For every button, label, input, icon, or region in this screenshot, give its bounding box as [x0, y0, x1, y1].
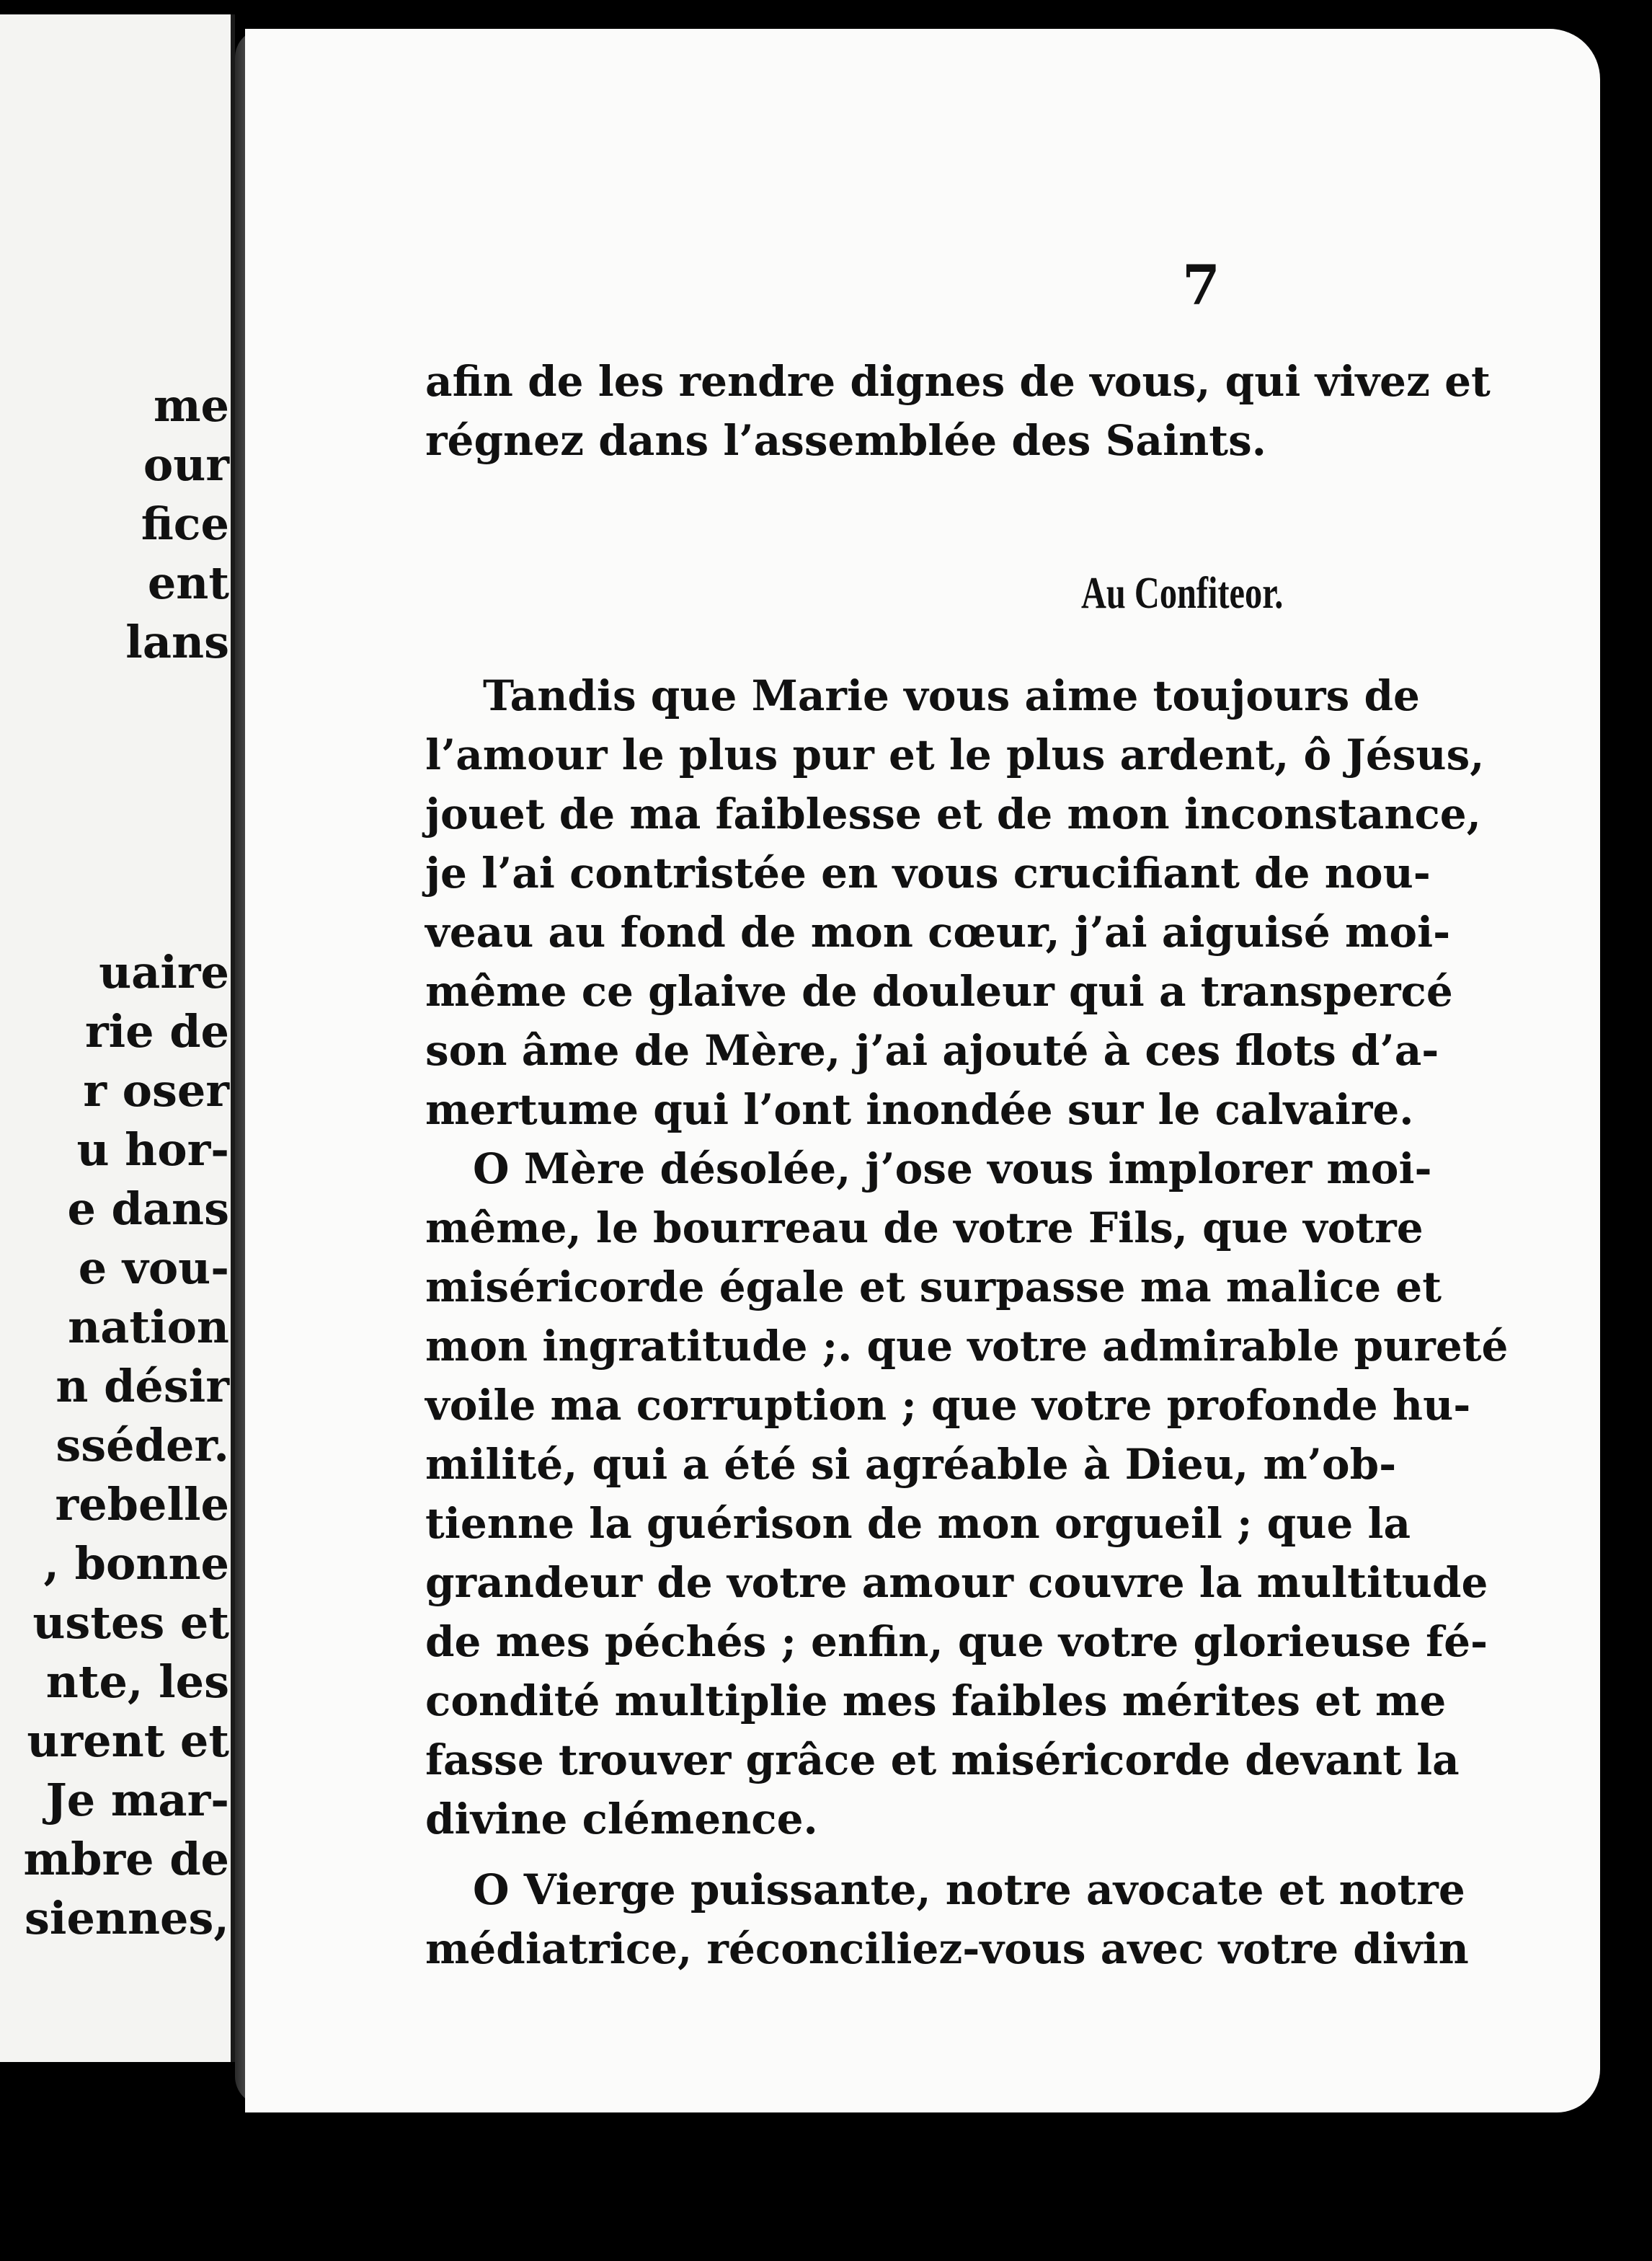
left-page-line: , bonne — [43, 1537, 229, 1590]
text-line: voile ma corruption ; que votre profonde hu- — [425, 1381, 1471, 1430]
text-line: même, le bourreau de votre Fils, que votre — [425, 1203, 1424, 1252]
text-line: mon ingratitude ;. que votre admirable pureté — [425, 1322, 1509, 1371]
left-page-line: n désir — [55, 1360, 229, 1412]
left-page-line: urent et — [27, 1714, 229, 1767]
text-line: condité multiplie mes faibles mérites et me — [425, 1676, 1447, 1725]
text-line: afin de les rendre dignes de vous, qui vivez et — [425, 357, 1491, 406]
text-line: Tandis que Marie vous aime toujours de — [483, 671, 1420, 720]
text-line: tienne la guérison de mon orgueil ; que la — [425, 1499, 1411, 1548]
text-line: je l’ai contristée en vous crucifiant de nou- — [425, 849, 1431, 898]
left-page-line: lans — [125, 616, 229, 668]
left-page-line: our — [143, 438, 229, 491]
left-page-line: ent — [147, 557, 229, 609]
text-line: son âme de Mère, j’ai ajouté à ces flots d’a- — [425, 1026, 1439, 1075]
left-page-line: Je mar- — [45, 1774, 229, 1826]
text-line: veau au fond de mon cœur, j’ai aiguisé moi- — [425, 908, 1451, 957]
left-page-line: ustes et — [32, 1596, 229, 1649]
text-line: fasse trouver grâce et miséricorde devant la — [425, 1735, 1460, 1784]
left-page-line: rebelle — [55, 1478, 229, 1531]
left-page-line: sséder. — [55, 1419, 229, 1472]
text-line: l’amour le plus pur et le plus ardent, ô Jésus, — [425, 730, 1485, 779]
text-line: milité, qui a été si agréable à Dieu, m’ob- — [425, 1440, 1397, 1489]
page-number: 7 — [1182, 253, 1220, 317]
text-line: mertume qui l’ont inondée sur le calvaire. — [425, 1085, 1414, 1134]
section-heading: Au Confiteor. — [1081, 569, 1284, 618]
left-page-line: mbre de — [23, 1833, 229, 1885]
text-line: même ce glaive de douleur qui a transpercé — [425, 967, 1453, 1016]
text-line: grandeur de votre amour couvre la multitude — [425, 1558, 1488, 1607]
text-line: O Mère désolée, j’ose vous implorer moi- — [473, 1144, 1432, 1193]
text-line: régnez dans l’assemblée des Saints. — [425, 416, 1266, 465]
left-page-line: e vou- — [78, 1242, 229, 1294]
left-page-line: u hor- — [76, 1123, 229, 1176]
text-line: miséricorde égale et surpasse ma malice et — [425, 1262, 1442, 1311]
text-line: O Vierge puissante, notre avocate et notre — [473, 1865, 1465, 1914]
left-page-line: e dans — [67, 1182, 229, 1235]
main-page — [245, 29, 1600, 2112]
left-page-line: r oser — [83, 1064, 229, 1117]
text-line: jouet de ma faiblesse et de mon inconstance, — [425, 789, 1481, 839]
left-page — [0, 14, 235, 2062]
left-page-line: me — [153, 379, 229, 432]
left-page-line: siennes, — [25, 1892, 229, 1944]
text-line: médiatrice, réconciliez-vous avec votre divin — [425, 1924, 1469, 1973]
text-line: de mes péchés ; enfin, que votre glorieuse fé- — [425, 1617, 1488, 1666]
left-page-line: uaire — [99, 946, 229, 999]
text-line: divine clémence. — [425, 1795, 818, 1844]
left-page-line: fice — [141, 497, 229, 550]
left-page-line: rie de — [84, 1005, 229, 1058]
left-page-line: nte, les — [45, 1655, 229, 1708]
left-page-line: nation — [68, 1301, 229, 1353]
